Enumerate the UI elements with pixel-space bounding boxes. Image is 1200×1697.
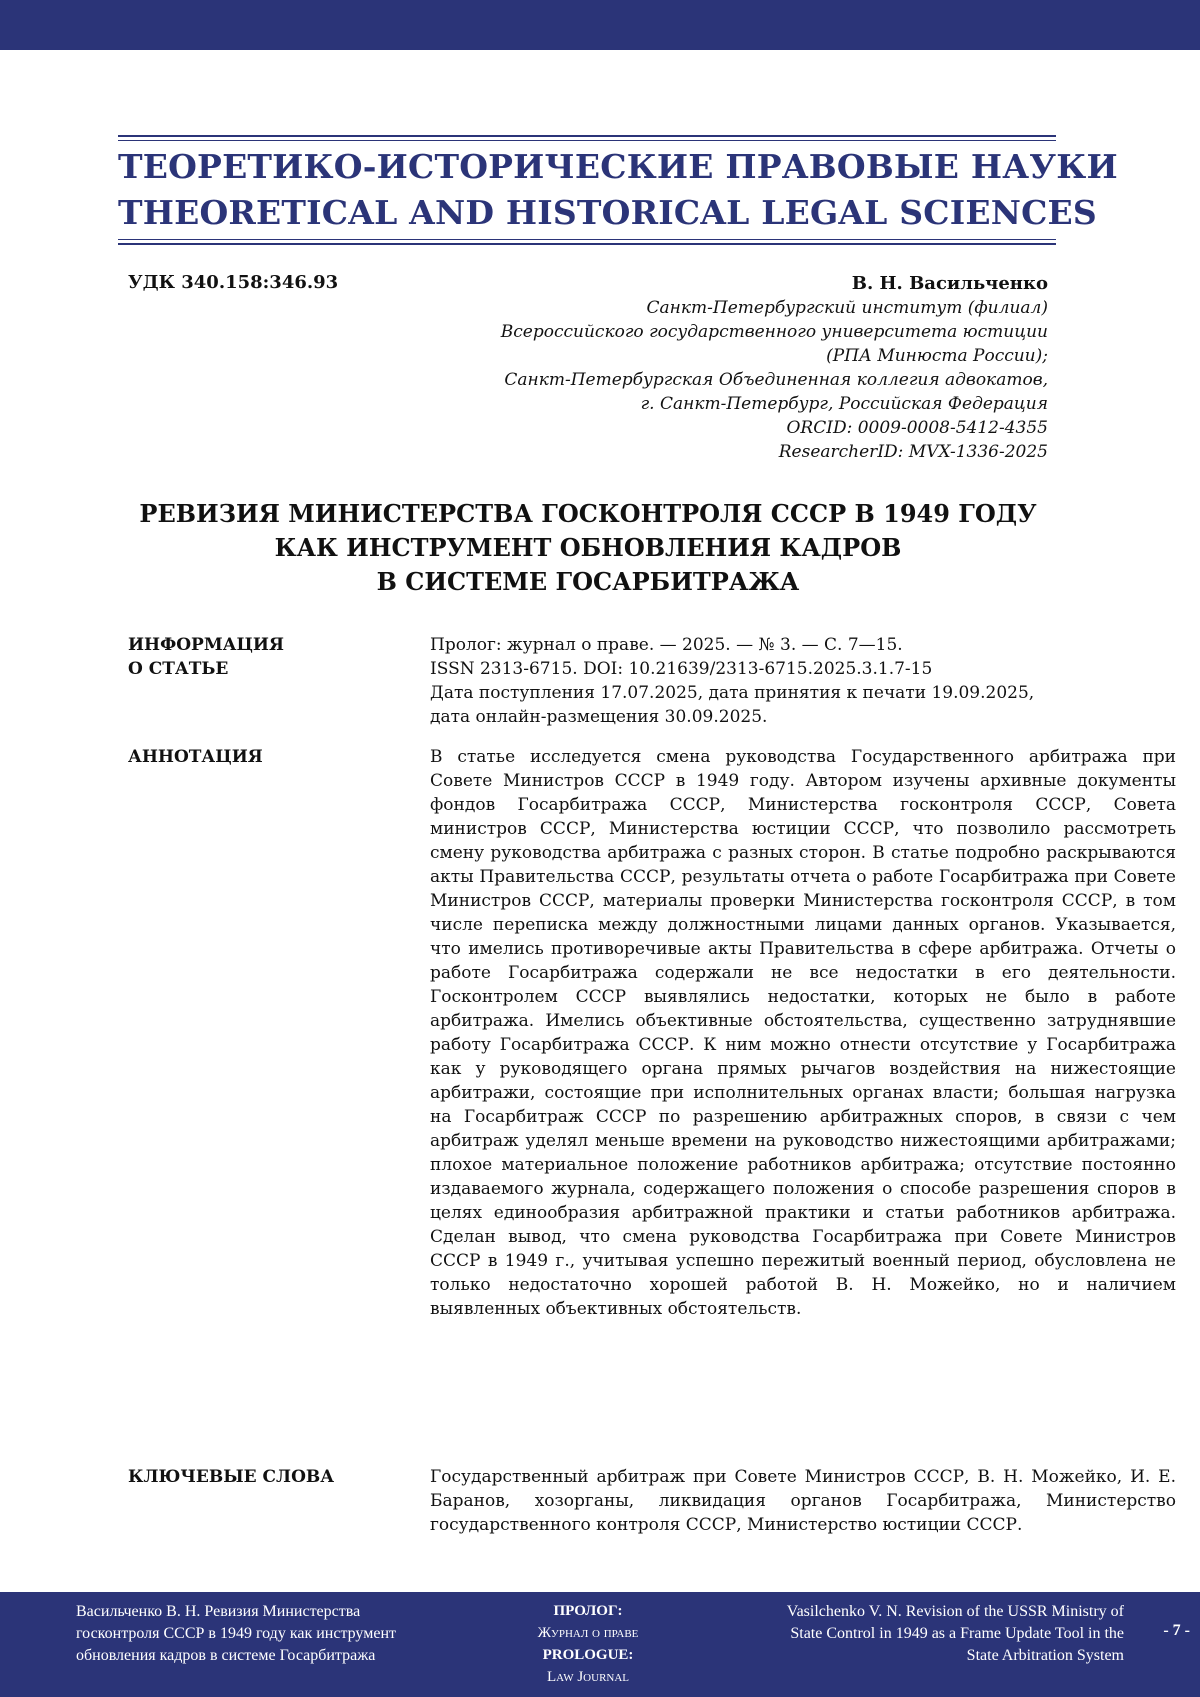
footer-line: Vasilchenko V. N. Revision of the USSR Ministry of — [786, 1603, 1124, 1620]
affiliation-line: (РПА Минюста России); — [826, 346, 1048, 366]
article-info-label-line: ИНФОРМАЦИЯ — [128, 635, 284, 655]
author-name: В. Н. Васильченко — [851, 273, 1048, 294]
affiliation-line: Санкт-Петербургская Объединенная коллегия адвокатов, — [504, 370, 1048, 390]
page-number: - 7 - — [1163, 1622, 1190, 1639]
footer-line: Васильченко В. Н. Ревизия Министерства — [76, 1603, 361, 1620]
affiliation-line: Всероссийского государственного университета юстиции — [500, 322, 1048, 342]
journal-subtitle-en: Law Journal — [546, 1669, 630, 1685]
article-info-content — [430, 633, 1176, 729]
researcher-id: ResearcherID: MVX-1336-2025 — [778, 442, 1048, 462]
footer-line: State Control in 1949 as a Frame Update Tool in the — [790, 1625, 1124, 1642]
issn-doi-line: ISSN 2313-6715. DOI: 10.21639/2313-6715.2025.3.1.7-15 — [430, 659, 933, 679]
section-heading — [118, 135, 1118, 245]
udk-code: УДК 340.158:346.93 — [128, 272, 339, 293]
dates-line: дата онлайн-размещения 30.09.2025. — [430, 707, 768, 727]
journal-name-ru: ПРОЛОГ: — [553, 1603, 623, 1619]
journal-subtitle-ru: Журнал о праве — [537, 1625, 639, 1641]
article-info-label — [128, 633, 388, 681]
abstract-text: В статье исследуется смена руководства Государственного арбитража при Совете Министров СССР в 1949 году. Автором изучены архивные документы фондов Госарбитража СССР, Министерства госконтроля СССР, Совета министров СССР, Министерства юстиции СССР, что позволило рассмотреть смену руководства арбитража с разных сторон. В статье подробно раскрываются акты Правительства СССР, результаты отчета о работе Госарбитража при Совете Министров СССР, материалы проверки Министерства госконтроля СССР, в том числе переписка между должностными лицами данных органов. Указывается, что имелись противоречивые акты Правительства в сфере арбитража. Отчеты о работе Госарбитража содержали не все недостатки в его деятельности. Госконтролем СССР выявлялись недостатки, которых не было в работе арбитража. Имелись объективные обстоятельства, существенно затруднявшие работу Госарбитража СССР. К ним можно отнести отсутствие у Госарбитража как у руководящего органа прямых рычагов воздействия на нижестоящие арбитражи, состоящие при исполнительных органах власти; большая нагрузка на Госарбитраж СССР по разрешению арбитражных споров, в связи с чем арбитраж уделял меньше времени на руководство нижестоящими арбитражами; плохое материальное положение работников арбитража; отсутствие постоянно издаваемого журнала, содержащего положения о способе разрешения споров в целях единообразия арбитражной практики и статьи работников арбитража. Сделан вывод, что смена руководства Госарбитража при Совете Министров СССР в 1949 г., учитывая успешно пережитый военный период, обусловлена не только недостаточно хорошей работой В. Н. Можейко, но и наличием выявленных объективных обстоятельств. — [430, 747, 1176, 1319]
footer-journal-name — [488, 1600, 688, 1688]
citation-line: Пролог: журнал о праве. — 2025. — № 3. — С. 7—15. — [430, 635, 903, 655]
affiliation-line: Санкт-Петербургский институт (филиал) — [646, 298, 1048, 318]
article-title-line: КАК ИНСТРУМЕНТ ОБНОВЛЕНИЯ КАДРОВ — [274, 533, 902, 562]
page-footer — [0, 1592, 1200, 1697]
keywords-section — [128, 1465, 1176, 1565]
article-title — [128, 497, 1048, 599]
affiliation-line: г. Санкт-Петербург, Российская Федерация — [640, 394, 1048, 414]
section-title-en: THEORETICAL AND HISTORICAL LEGAL SCIENCES — [118, 193, 1097, 232]
article-info-label-line: О СТАТЬЕ — [128, 659, 229, 679]
keywords-label: КЛЮЧЕВЫЕ СЛОВА — [128, 1467, 335, 1487]
author-block — [448, 272, 1048, 464]
keywords-text: Государственный арбитраж при Совете Министров СССР, В. Н. Можейко, И. Е. Баранов, хозорганы, ликвидация органов Госарбитража, Министерство государственного контроля СССР, Министерство юстиции СССР. — [430, 1467, 1176, 1535]
footer-line: госконтроля СССР в 1949 году как инструмент — [76, 1625, 396, 1642]
article-title-line: РЕВИЗИЯ МИНИСТЕРСТВА ГОСКОНТРОЛЯ СССР В 1949 ГОДУ — [139, 499, 1037, 528]
journal-name-en: PROLOGUE: — [542, 1647, 634, 1663]
abstract-label: АННОТАЦИЯ — [128, 747, 263, 767]
footer-citation-ru — [76, 1601, 456, 1667]
article-info-section — [128, 633, 1048, 733]
footer-line: обновления кадров в системе Госарбитража — [76, 1647, 376, 1664]
article-title-line: В СИСТЕМЕ ГОСАРБИТРАЖА — [376, 567, 800, 596]
footer-line: State Arbitration System — [966, 1647, 1124, 1664]
abstract-content — [430, 745, 1176, 1321]
section-title-ru: ТЕОРЕТИКО-ИСТОРИЧЕСКИЕ ПРАВОВЫЕ НАУКИ — [118, 147, 1118, 186]
top-color-band — [0, 0, 1200, 50]
footer-citation-en — [704, 1601, 1124, 1667]
dates-line: Дата поступления 17.07.2025, дата принятия к печати 19.09.2025, — [430, 683, 1035, 703]
abstract-section — [128, 745, 1176, 1445]
orcid: ORCID: 0009-0008-5412-4355 — [786, 418, 1048, 438]
